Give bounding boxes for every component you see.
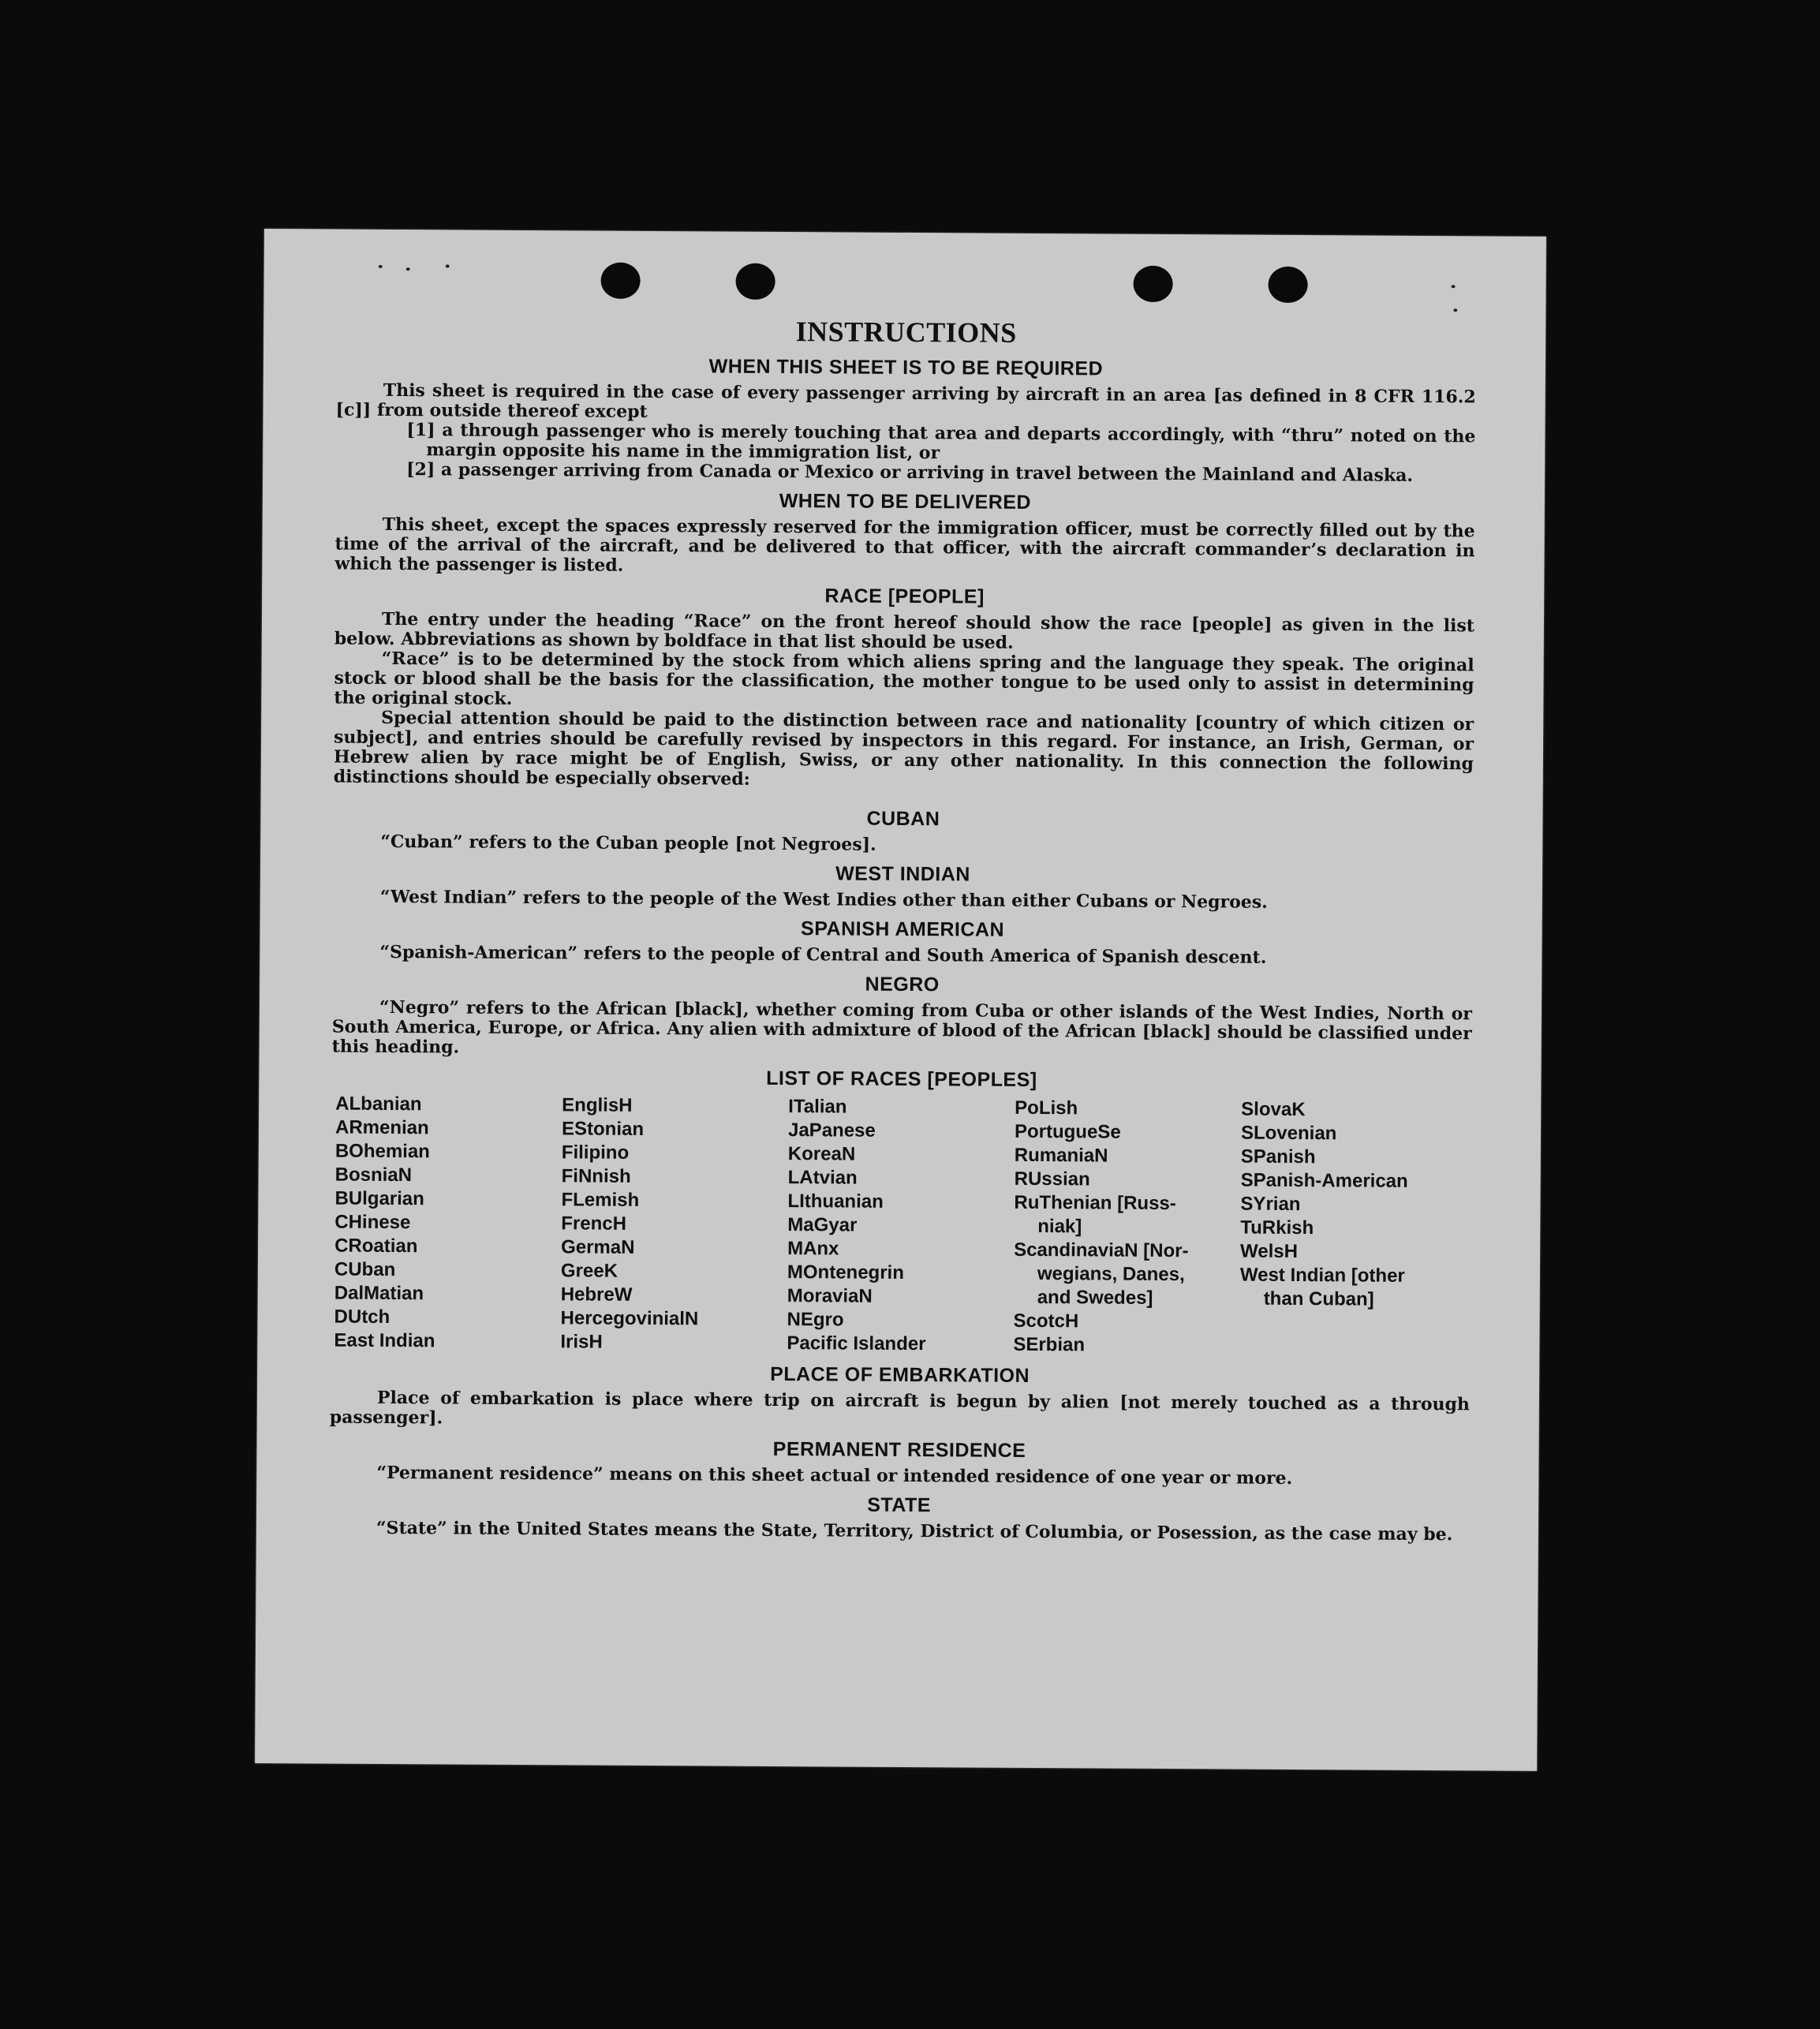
race-list-column <box>1013 1097 1241 1358</box>
state-text: “State” in the United States means the State, Territory, District of Columbia, or Posession, as the case may be. <box>376 1517 1453 1545</box>
required-intro: This sheet is required in the case of every passenger arriving by aircraft in an area [as defined in 8 CFR 116.2 [c]] from outside thereof except <box>335 379 1476 422</box>
race-entry: NEgro <box>787 1309 844 1331</box>
race-paragraph: “Race” is to be determined by the stock from which aliens spring and the language they speak. The original stock or blood shall be the basis for the classification, the mother tongue to be used only to assist in determining the original stock. <box>334 648 1474 709</box>
race-list-column <box>334 1093 562 1355</box>
race-entry: Filipino <box>561 1142 630 1164</box>
race-entry: LIthuanian <box>787 1190 884 1213</box>
race-entry-continued: and Swedes] <box>1037 1287 1153 1309</box>
speck-mark <box>406 267 410 271</box>
west-indian-text: “West Indian” refers to the people of the West Indies other than either Cubans or Negroes. <box>379 886 1268 913</box>
punch-hole <box>600 263 640 299</box>
race-entry: RuThenian [Russ- <box>1014 1191 1176 1215</box>
race-entry: GermaN <box>561 1236 635 1258</box>
race-entry-continued: than Cuban] <box>1263 1287 1374 1310</box>
race-entry: IrisH <box>560 1331 603 1353</box>
race-entry: CHinese <box>334 1211 411 1234</box>
heading-spanish-american: SPANISH AMERICAN <box>800 917 1005 941</box>
heading-state: STATE <box>867 1493 932 1517</box>
race-entry-continued: wegians, Danes, <box>1037 1263 1185 1286</box>
race-entry: SPanish <box>1240 1145 1316 1168</box>
race-list-column <box>1239 1098 1470 1360</box>
residence-text: “Permanent residence” means on this sheet actual or intended residence of one year or more. <box>376 1462 1293 1489</box>
page-title: INSTRUCTIONS <box>795 316 1017 349</box>
heading-west-indian: WEST INDIAN <box>835 862 970 886</box>
race-entry: FrencH <box>561 1213 627 1235</box>
speck-mark <box>446 264 450 267</box>
delivered-text: This sheet, except the spaces expressly reserved for the immigration officer, must be correctly filled out by the time of the arrival of the aircraft, and be delivered to that officer, with the aircraft commander’s declaration in which the passenger is listed. <box>334 514 1475 576</box>
cuban-text: “Cuban” refers to the Cuban people [not Negroes]. <box>380 831 876 855</box>
heading-embarkation: PLACE OF EMBARKATION <box>770 1362 1030 1387</box>
race-entry: WelsH <box>1240 1240 1299 1263</box>
race-entry: MOntenegrin <box>787 1261 905 1284</box>
race-entry: BOhemian <box>334 1140 430 1163</box>
race-entry: TuRkish <box>1240 1216 1314 1239</box>
race-entry: MoraviaN <box>787 1285 873 1307</box>
race-entry: RUssian <box>1014 1168 1090 1190</box>
race-entry: LAtvian <box>787 1167 858 1189</box>
race-entry: CUban <box>334 1258 396 1281</box>
required-item-2: [2] a passenger arriving from Canada or Mexico or arriving in travel between the Mainland and Alaska. <box>406 459 1414 486</box>
instructions-content <box>329 312 1476 1545</box>
race-entry: HercegovinialN <box>560 1307 699 1330</box>
race-entry: ARmenian <box>334 1116 429 1139</box>
race-entry-continued: niak] <box>1037 1216 1082 1238</box>
heading-delivered: WHEN TO BE DELIVERED <box>779 489 1032 514</box>
race-entry: GreeK <box>560 1260 619 1282</box>
race-list-column <box>787 1095 1015 1357</box>
heading-cuban: CUBAN <box>866 807 940 831</box>
race-entry: JaPanese <box>787 1119 876 1142</box>
race-entry: FLemish <box>561 1189 640 1211</box>
race-entry: EnglisH <box>562 1094 633 1116</box>
race-entry: ALbanian <box>335 1093 422 1115</box>
race-entry: ScandinaviaN [Nor- <box>1014 1239 1189 1262</box>
race-entry: East Indian <box>334 1329 435 1352</box>
race-entry: MAnx <box>787 1238 839 1260</box>
required-item-1: [1] a through passenger who is merely touching that area and departs accordingly, with “thru” noted on the margin opposite his name in the immigration list, or <box>406 420 1476 464</box>
race-entry: West Indian [other <box>1239 1264 1405 1287</box>
race-entry: Pacific Islander <box>787 1332 926 1355</box>
race-entry: SLovenian <box>1240 1122 1337 1145</box>
heading-negro: NEGRO <box>865 973 940 996</box>
race-entry: HebreW <box>560 1284 633 1306</box>
document-page <box>255 229 1546 1771</box>
heading-required: WHEN THIS SHEET IS TO BE REQUIRED <box>708 355 1104 380</box>
race-paragraph: The entry under the heading “Race” on the front hereof should show the race [people] as given in the list below. Abbreviations as shown by boldface in that list should be used. <box>334 608 1475 653</box>
spanish-american-text: “Spanish-American” refers to the people of Central and South America of Spanish descent. <box>379 941 1267 968</box>
race-entry: KoreaN <box>787 1143 856 1165</box>
race-paragraph: Special attention should be paid to the distinction between race and nationality [country of which citizen or subject], and entries should be carefully revised by inspectors in this regard. For instance, an Irish, German, or Hebrew alien by race might be of English, Swiss, or any other nationality. In this connection the following distinctions should be especially observed: <box>333 707 1474 790</box>
race-list <box>334 1093 1471 1360</box>
race-entry: DUtch <box>334 1306 391 1328</box>
race-entry: SYrian <box>1240 1193 1301 1216</box>
heading-race-list: LIST OF RACES [PEOPLES] <box>766 1067 1037 1092</box>
race-entry: ScotcH <box>1013 1310 1079 1332</box>
race-entry: RumaniaN <box>1014 1144 1108 1167</box>
punch-hole <box>735 263 775 300</box>
punch-hole <box>1133 266 1172 302</box>
heading-race: RACE [PEOPLE] <box>824 585 985 608</box>
heading-residence: PERMANENT RESIDENCE <box>772 1437 1026 1462</box>
race-entry: FiNnish <box>561 1165 631 1187</box>
race-entry: EStonian <box>561 1118 645 1140</box>
embarkation-text: Place of embarkation is place where trip on aircraft is begun by alien [not merely touched as a through passenger]. <box>329 1387 1471 1429</box>
race-entry: DalMatian <box>334 1282 424 1305</box>
punch-hole <box>1268 267 1307 303</box>
speck-mark <box>1452 285 1456 288</box>
race-entry: SlovaK <box>1241 1098 1306 1121</box>
race-entry: BUlgarian <box>334 1187 424 1210</box>
race-entry: BosniaN <box>334 1164 413 1186</box>
race-entry: ITalian <box>788 1096 847 1118</box>
race-entry: SPanish-American <box>1240 1169 1408 1192</box>
race-entry: PortugueSe <box>1014 1120 1121 1143</box>
speck-mark <box>1453 308 1457 312</box>
race-entry: PoLish <box>1015 1097 1078 1119</box>
race-entry: SErbian <box>1013 1333 1086 1356</box>
race-entry: MaGyar <box>787 1214 858 1236</box>
race-list-column <box>560 1093 788 1355</box>
race-entry: CRoatian <box>334 1235 418 1257</box>
speck-mark <box>379 265 383 268</box>
negro-text: “Negro” refers to the African [black], whether coming from Cuba or other islands of the West Indies, North or South America, Europe, or Africa. Any alien with admixture of blood of the African [black] should be classified under this heading. <box>331 996 1473 1058</box>
